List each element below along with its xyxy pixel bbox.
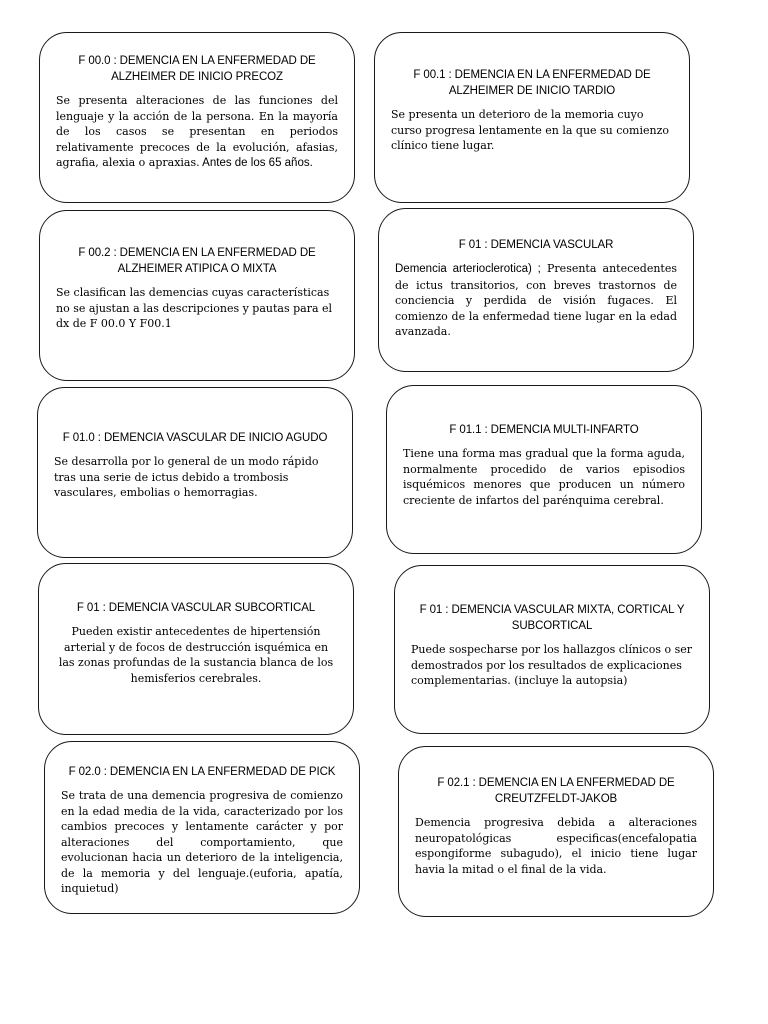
card-f01-mixta	[394, 565, 710, 734]
card-body: Se trata de una demencia progresiva de comienzo en la edad media de la vida, caracterizado por los cambios precoces y lentamente carácter y por alteraciones del comportamiento, que evolucionan hacia un deterioro de la inteligencia, de la memoria y del lenguaje.(euforia, apatía, inquietud)	[61, 789, 343, 895]
card-f02-1	[398, 746, 714, 917]
card-title: F 01 : DEMENCIA VASCULAR	[458, 239, 614, 251]
card-title: F 00.0 : DEMENCIA EN LA ENFERMEDAD DE ALZHEIMER DE INICIO PRECOZ	[78, 55, 316, 83]
card-f00-0	[39, 32, 355, 203]
card-body: Puede sospecharse por los hallazgos clínicos o ser demostrados por los resultados de explicaciones complementarias. (incluye la autopsia)	[411, 643, 693, 687]
card-title: F 01.1 : DEMENCIA MULTI-INFARTO	[449, 424, 639, 436]
card-title: F 00.2 : DEMENCIA EN LA ENFERMEDAD DE ALZHEIMER ATIPICA O MIXTA	[78, 247, 316, 275]
card-f01-1	[386, 385, 702, 554]
card-body-text: Presenta antecedentes de ictus transitorios, con breves trastornos de conciencia y perdida de visión fugaces. El comienzo de la enfermedad tiene lugar en la edad avanzada.	[395, 262, 677, 338]
card-title: F 01 : DEMENCIA VASCULAR SUBCORTICAL	[76, 602, 316, 614]
card-title: F 01 : DEMENCIA VASCULAR MIXTA, CORTICAL Y SUBCORTICAL	[419, 604, 685, 632]
card-body: Pueden existir antecedentes de hipertensión arterial y de focos de destrucción isquémica en las zonas profundas de la sustancia blanca de los hemisferios cerebrales.	[58, 625, 334, 685]
card-body: Demencia progresiva debida a alteraciones neuropatológicas especificas(encefalopatia espongiforme subagudo), el inicio tiene lugar havia la mitad o el final de la vida.	[415, 816, 697, 876]
card-body: Se clasifican las demencias cuyas características no se ajustan a las descripciones y pautas para el dx de F 00.0 Y F00.1	[56, 286, 333, 330]
card-title: F 02.1 : DEMENCIA EN LA ENFERMEDAD DE CREUTZFELDT-JAKOB	[437, 777, 675, 805]
card-body-emphasis: Antes de los 65 años.	[199, 157, 313, 169]
card-f00-2	[39, 210, 355, 381]
card-body-text: Se presenta alteraciones de las funciones del lenguaje y la acción de la persona. En la mayoría de los casos se presentan en periodos relativamente precoces de la evolución, afasias, agrafia, alexia o apraxias.	[56, 94, 338, 169]
card-f01-subcortical	[38, 563, 354, 735]
card-title: F 01.0 : DEMENCIA VASCULAR DE INICIO AGUDO	[62, 432, 328, 444]
card-body: Tiene una forma mas gradual que la forma aguda, normalmente procedido de varios episodios isquémicos menores que producen un número creciente de infartos del parénquima cerebral.	[403, 447, 685, 507]
card-f01	[378, 208, 694, 372]
card-body: Se presenta un deterioro de la memoria cuyo curso progresa lentamente en la que su comienzo clínico tiene lugar.	[391, 108, 670, 152]
card-body	[395, 261, 677, 340]
card-body	[56, 93, 338, 172]
card-title: F 02.0 : DEMENCIA EN LA ENFERMEDAD DE PICK	[68, 766, 336, 778]
card-body-lead: Demencia arterioclerotica) ;	[395, 263, 541, 275]
card-body: Se desarrolla por lo general de un modo rápido tras una serie de ictus debido a trombosis vasculares, embolias o hemorragias.	[54, 455, 319, 499]
card-f00-1	[374, 32, 690, 203]
card-f02-0	[44, 741, 360, 914]
card-title: F 00.1 : DEMENCIA EN LA ENFERMEDAD DE ALZHEIMER DE INICIO TARDIO	[413, 69, 651, 97]
card-f01-0	[37, 387, 353, 558]
